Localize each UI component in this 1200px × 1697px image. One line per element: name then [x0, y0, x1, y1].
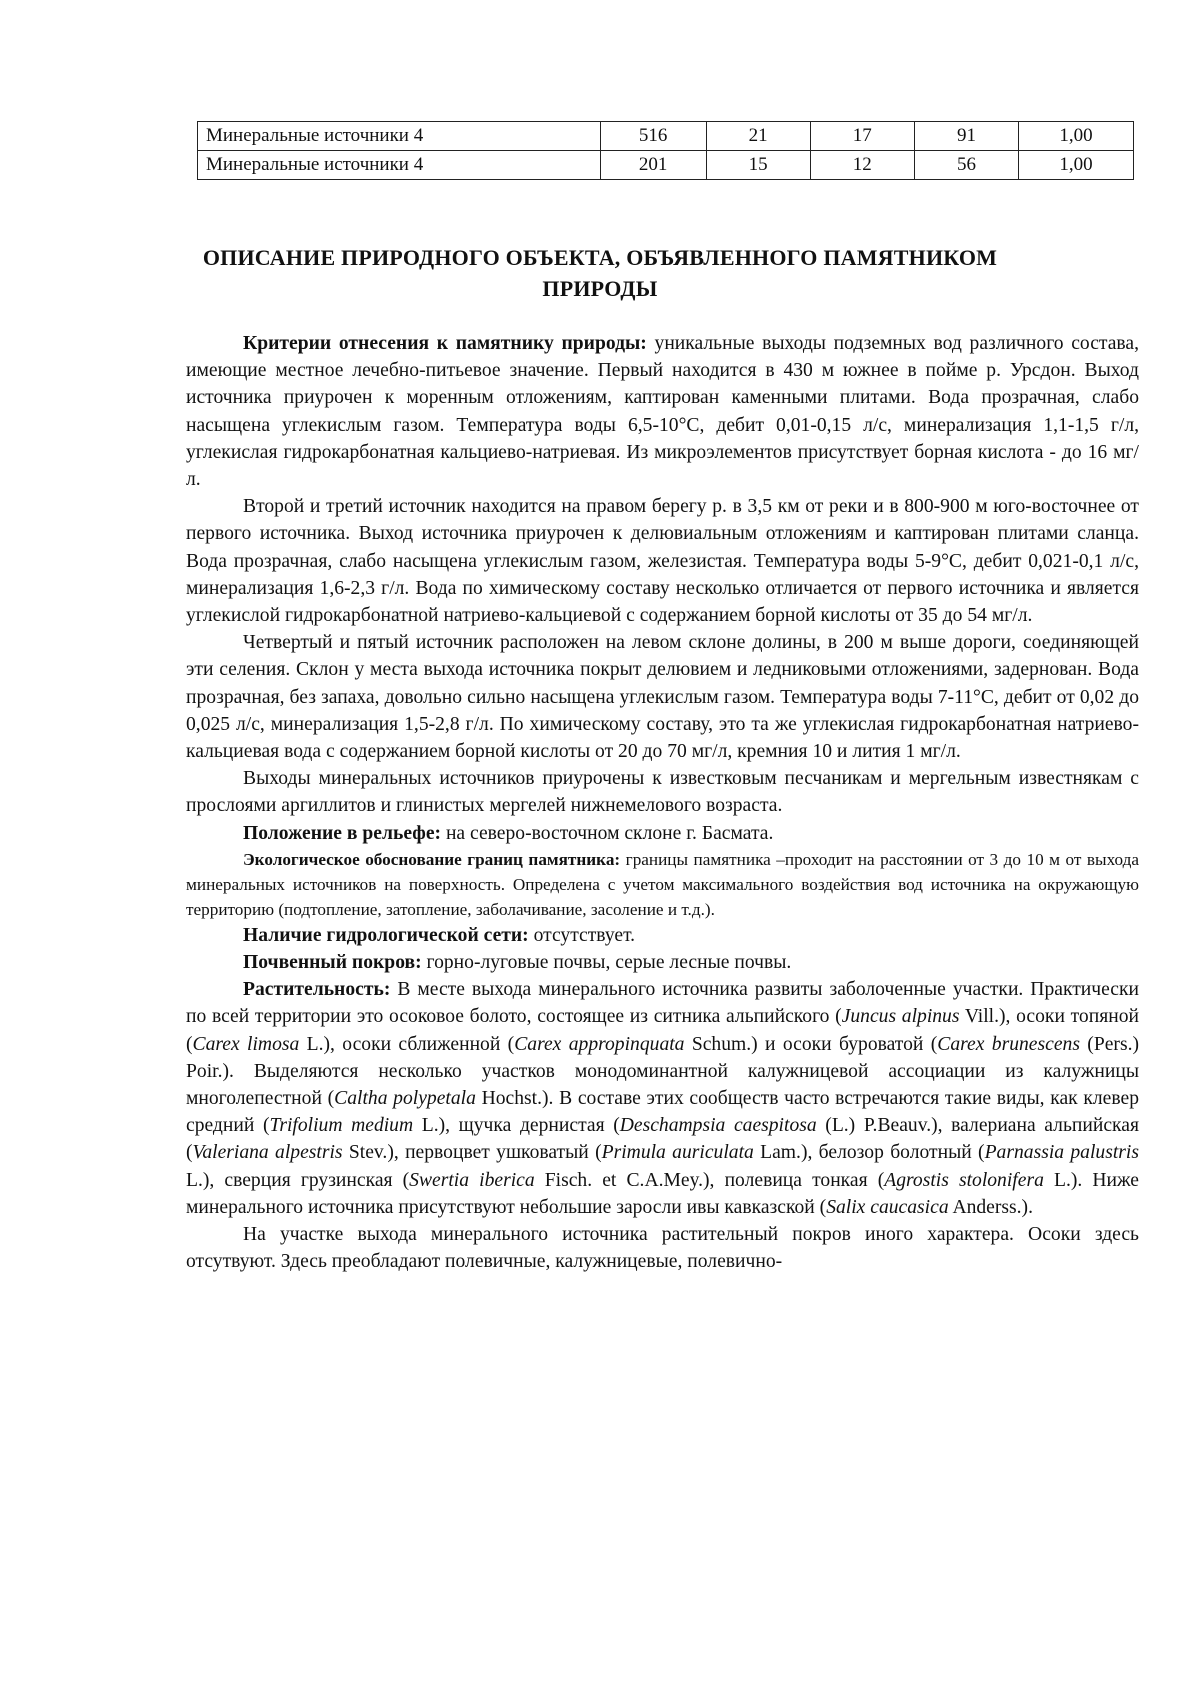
veg-text: Stev.), первоцвет ушковатый ( [342, 1142, 602, 1164]
table-row [198, 122, 1134, 151]
table-cell: 1,00 [1019, 151, 1134, 180]
species-name: Primula auriculata [601, 1142, 754, 1164]
table-cell: 91 [914, 122, 1018, 151]
paragraph-second-spring: Второй и третий источник находится на правом берегу р. в 3,5 км от реки и в 800-900 м юго-восточнее от первого источника. Выход источника приурочен к делювиальным отложениям и каптирован плитами сланца. Вода прозрачная, слабо насыщена углекислым газом, железистая. Температура воды 5-9°С, дебит 0,021-0,1 л/с, минерализация 1,6-2,3 г/л. Вода по химическому составу несколько отличается от первого источника и является углекислой гидрокарбонатной натриево-кальциевой с содержанием борной кислоты от 35 до 54 мг/л. [186, 496, 1139, 627]
veg-text: (Pers.) Poir.). Выделяются несколько участков монодоминантной калужницевой ассоциации из калужницы многолепестной ( [186, 1033, 1139, 1110]
veg-text: Anderss.). [948, 1196, 1033, 1218]
boundaries-label: Экологическое обоснование границ памятника: [243, 849, 621, 869]
paragraph-criteria [186, 330, 1139, 493]
species-name: Caltha polypetala [334, 1088, 476, 1110]
title-line-2: ПРИРОДЫ [542, 276, 658, 301]
table-cell-name: Минеральные источники 4 [198, 122, 601, 151]
vegetation-label: Растительность: [243, 979, 391, 1001]
boundaries-text: границы памятника –проходит на расстоянии от 3 до 10 м от выхода минеральных источников на поверхность. Определена с учетом максимального воздействия вод источника на окружающую территорию (подтопление, затопление, заболачивание, засоление и т.д.). [186, 849, 1139, 919]
veg-text: Hochst.). В составе этих сообществ часто встречаются такие виды, как клевер средний ( [186, 1088, 1139, 1137]
hydrology-text: отсутствует. [528, 924, 636, 946]
species-name: Valeriana alpestris [192, 1142, 343, 1164]
springs-table [197, 121, 1134, 180]
table-cell: 12 [810, 151, 914, 180]
veg-text: Lam.), белозор болотный ( [753, 1142, 985, 1164]
soil-text: горно-луговые почвы, серые лесные почвы. [421, 952, 792, 974]
species-name: Deschampsia caespitosa [619, 1115, 817, 1137]
species-name: Salix caucasica [826, 1196, 949, 1218]
veg-text: (L.) P.Beauv.), валериана альпийская ( [186, 1115, 1139, 1164]
table-cell: 17 [810, 122, 914, 151]
veg-text: Fisch. et C.A.Mey.), полевица тонкая ( [534, 1169, 885, 1191]
table-cell: 56 [914, 151, 1018, 180]
table-cell: 21 [706, 122, 810, 151]
species-name: Juncus alpinus [841, 1006, 960, 1028]
species-name: Agrostis stolonifera [884, 1169, 1044, 1191]
veg-text: В месте выхода минерального источника развиты заболоченные участки. Практически по всей территории это осоковое болото, состоящее из ситника альпийского ( [186, 979, 1139, 1028]
paragraph-relief [186, 820, 1139, 847]
species-name: Swertia iberica [409, 1169, 535, 1191]
veg-text: L.), осоки сближенной ( [299, 1033, 515, 1055]
paragraph-vegetation [186, 976, 1139, 1221]
relief-text: на северо-восточном склоне г. Басмата. [441, 822, 774, 844]
species-name: Carex limosa [192, 1033, 300, 1055]
veg-text: Schum.) и осоки буроватой ( [684, 1033, 938, 1055]
species-name: Trifolium medium [269, 1115, 414, 1137]
criteria-text: уникальные выходы подземных вод различного состава, имеющие местное лечебно-питьевое значение. Первый находится в 430 м южнее в пойме р. Урсдон. Выход источника приурочен к моренным отложениям, каптирован каменными плитами. Вода прозрачная, слабо насыщена углекислым газом. Температура воды 6,5-10°С, дебит 0,01-0,15 л/с, минерализация 1,1-1,5 г/л, углекислая гидрокарбонатная кальциево-натриевая. Из микроэлементов присутствует борная кислота - до 16 мг/л. [186, 333, 1139, 491]
veg-text: L.), щучка дернистая ( [413, 1115, 620, 1137]
paragraph-soil [186, 949, 1139, 976]
relief-label: Положение в рельефе: [243, 822, 442, 844]
table-cell-name: Минеральные источники 4 [198, 151, 601, 180]
table-cell: 15 [706, 151, 810, 180]
paragraph-hydrology [186, 922, 1139, 949]
veg-text: L.), сверция грузинская ( [186, 1169, 410, 1191]
document-body [186, 330, 1139, 1276]
table-cell: 516 [600, 122, 706, 151]
species-name: Parnassia palustris [984, 1142, 1139, 1164]
veg-text: Vill.), осоки топяной ( [186, 1006, 1139, 1055]
species-name: Carex brunescens [937, 1033, 1080, 1055]
hydrology-label: Наличие гидрологической сети: [243, 924, 529, 946]
title-line-1: ОПИСАНИЕ ПРИРОДНОГО ОБЪЕКТА, ОБЪЯВЛЕННОГО ПАМЯТНИКОМ [202, 245, 998, 270]
paragraph-fourth-spring: Четвертый и пятый источник расположен на левом склоне долины, в 200 м выше дороги, соединяющей эти селения. Склон у места выхода источника покрыт делювием и ледниковыми отложениями, задернован. Вода прозрачная, без запаха, довольно сильно насыщена углекислым газом. Температура воды 7-11°С, дебит от 0,02 до 0,025 л/с, минерализация 1,5-2,8 г/л. По химическому составу, это та же углекислая гидрокарбонатная натриево- кальциевая вода с содержанием борной кислоты от 20 до 70 мг/л, кремния 10 и лития 1 мг/л. [186, 632, 1139, 763]
paragraph-boundaries [186, 847, 1139, 922]
page-title [190, 242, 1010, 304]
paragraph-outflows: Выходы минеральных источников приурочены к известковым песчаникам и мергельным известнякам с прослоями аргиллитов и глинистых мергелей нижнемелового возраста. [186, 768, 1139, 817]
table-row [198, 151, 1134, 180]
soil-label: Почвенный покров: [243, 952, 422, 974]
criteria-label: Критерии отнесения к памятнику природы: [243, 333, 647, 354]
veg-text: L.). Ниже минерального источника присутствуют небольшие заросли ивы кавказской ( [186, 1169, 1139, 1218]
species-name: Carex appropinquata [514, 1033, 685, 1055]
paragraph-vegetation-cover: На участке выхода минерального источника растительный покров иного характера. Осоки здесь отсутвуют. Здесь преобладают полевичные, калужницевые, полевично- [186, 1224, 1139, 1273]
table-cell: 1,00 [1019, 122, 1134, 151]
table-cell: 201 [600, 151, 706, 180]
